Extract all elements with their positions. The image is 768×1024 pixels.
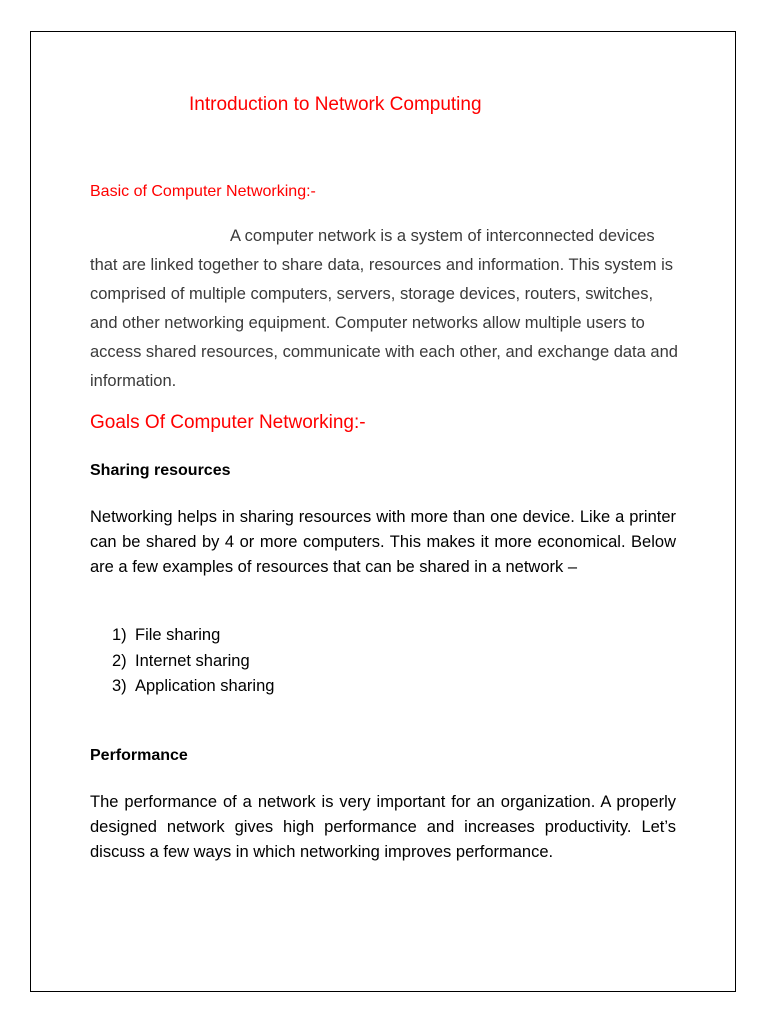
intro-paragraph: A computer network is a system of interconnected devices that are linked together to share data, resources and information. This system is comprised of multiple computers, servers, storage devices, routers, switches, and other networking equipment. Computer networks allow multiple users to access shared resources, communicate with each other, and exchange data and information. xyxy=(90,227,678,390)
subheading-performance: Performance xyxy=(90,747,188,764)
list-item xyxy=(112,623,274,649)
list-item-text: Application sharing xyxy=(135,677,275,695)
list-item-number: 3) xyxy=(112,677,127,695)
list-item-text: File sharing xyxy=(135,626,221,644)
list-item xyxy=(112,674,274,700)
list-item-text: Internet sharing xyxy=(135,651,250,670)
resource-examples-list xyxy=(112,623,274,700)
section-heading-goals: Goals Of Computer Networking:- xyxy=(90,412,366,433)
document-title: Introduction to Network Computing xyxy=(189,94,482,115)
list-item-number: 2) xyxy=(112,651,127,670)
list-item xyxy=(112,649,274,675)
list-item-number: 1) xyxy=(112,626,127,644)
subheading-sharing-resources: Sharing resources xyxy=(90,462,231,479)
section-heading-basics: Basic of Computer Networking:- xyxy=(90,183,316,200)
performance-paragraph: The performance of a network is very important for an organization. A properly designed network gives high performance and increases productivity. Let’s discuss a few ways in which networking improves performance. xyxy=(90,793,676,861)
sharing-paragraph: Networking helps in sharing resources with more than one device. Like a printer can be shared by 4 or more computers. This makes it more economical. Below are a few examples of resources that can be shared in a network – xyxy=(90,508,676,576)
